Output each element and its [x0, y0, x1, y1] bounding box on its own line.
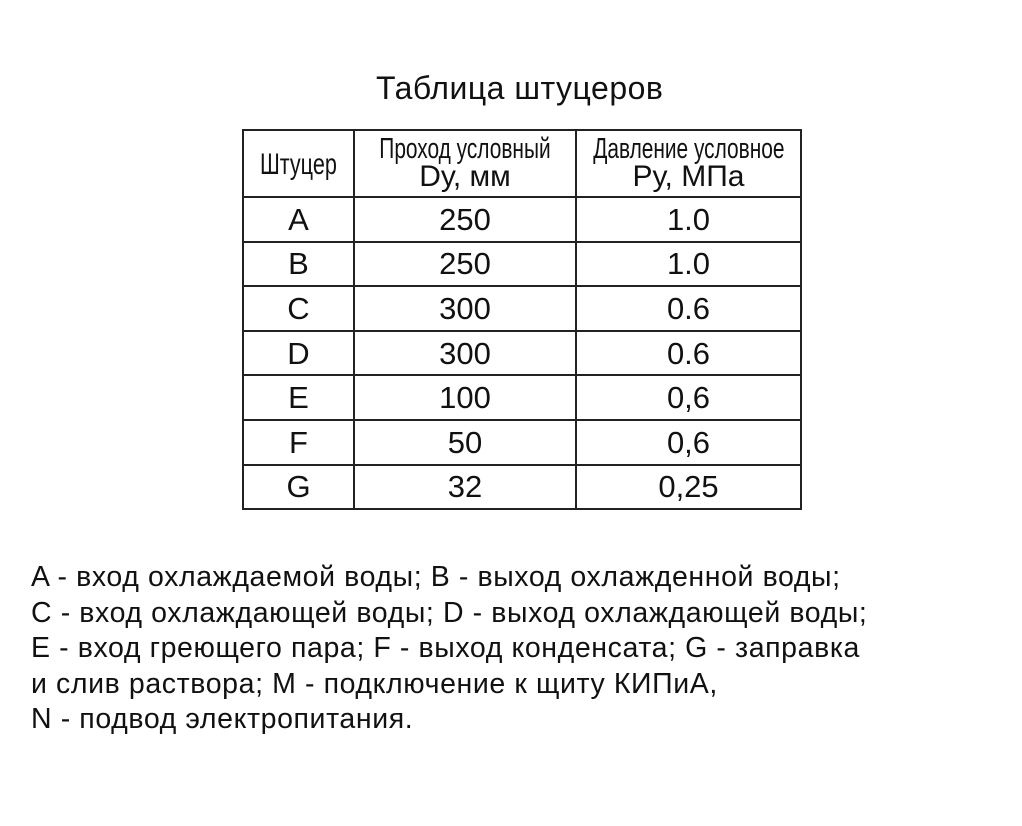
cell-fitting: D	[243, 331, 354, 376]
table-row	[243, 331, 801, 376]
header-pn-line2: Ру, МПа	[632, 159, 745, 193]
cell-fitting: E	[243, 375, 354, 420]
legend-line: E - вход греющего пара; F - выход конденсата; G - заправка	[31, 632, 860, 664]
cell-dn: 32	[354, 465, 576, 510]
cell-dn: 300	[354, 286, 576, 331]
table-row	[243, 375, 801, 420]
cell-pn: 1.0	[576, 197, 801, 242]
header-nominal-pressure	[576, 130, 801, 197]
header-fitting-label: Штуцер	[260, 147, 337, 181]
cell-fitting: C	[243, 286, 354, 331]
header-pn-line1: Давление условное	[592, 132, 785, 165]
cell-dn: 300	[354, 331, 576, 376]
cell-dn: 250	[354, 197, 576, 242]
fittings-legend	[31, 560, 867, 738]
header-dn-line1: Проход условный	[379, 132, 551, 165]
legend-line: N - подвод электропитания.	[31, 703, 414, 735]
cell-pn: 0.6	[576, 286, 801, 331]
table-title: Таблица штуцеров	[376, 70, 664, 106]
table-header-row	[243, 130, 801, 197]
cell-fitting: B	[243, 242, 354, 287]
cell-dn: 250	[354, 242, 576, 287]
legend-line: A - вход охлаждаемой воды; B - выход охлажденной воды;	[31, 561, 841, 593]
cell-pn: 0.6	[576, 331, 801, 376]
header-fitting	[243, 130, 354, 197]
fittings-table	[242, 129, 802, 510]
legend-line: C - вход охлаждающей воды; D - выход охлаждающей воды;	[31, 596, 868, 629]
table-row	[243, 197, 801, 242]
cell-pn: 1.0	[576, 242, 801, 287]
cell-fitting: F	[243, 420, 354, 465]
table-row	[243, 286, 801, 331]
table-row	[243, 465, 801, 510]
legend-line: и слив раствора; M - подключение к щиту КИПиА,	[31, 667, 718, 700]
cell-dn: 100	[354, 375, 576, 420]
header-dn-line2: Dу, мм	[419, 159, 511, 193]
table-row	[243, 242, 801, 287]
cell-fitting: G	[243, 465, 354, 510]
header-nominal-diameter	[354, 130, 576, 197]
cell-pn: 0,6	[576, 375, 801, 420]
table-row	[243, 420, 801, 465]
cell-fitting: A	[243, 197, 354, 242]
cell-dn: 50	[354, 420, 576, 465]
cell-pn: 0,6	[576, 420, 801, 465]
cell-pn: 0,25	[576, 465, 801, 510]
